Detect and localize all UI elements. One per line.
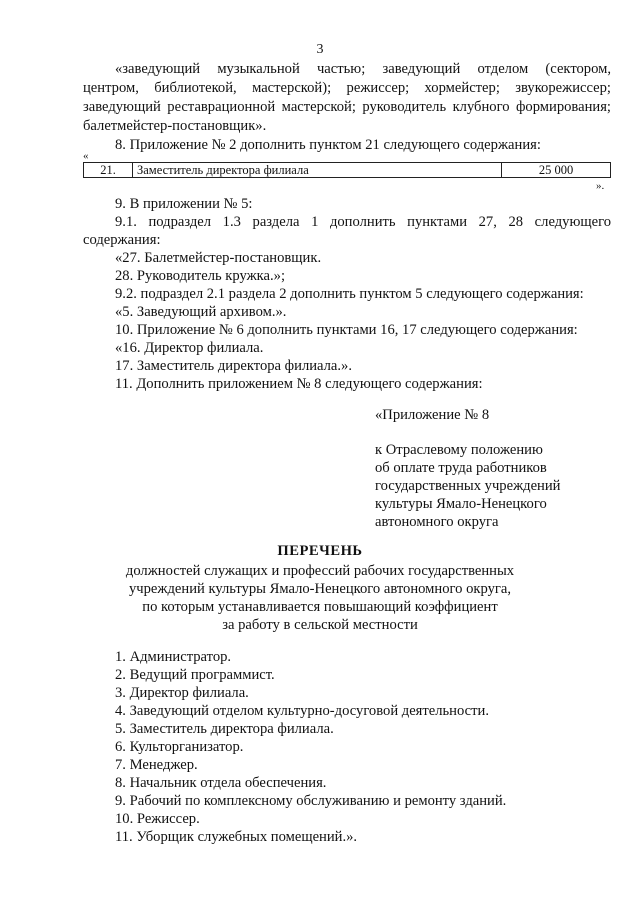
row-number: 21. [84, 163, 133, 178]
list-item: 5. Заместитель директора филиала. [115, 721, 334, 737]
item-17: 17. Заместитель директора филиала.». [115, 358, 352, 374]
list-item: 6. Культорганизатор. [115, 739, 244, 755]
item-11: 11. Дополнить приложением № 8 следующего содержания: [115, 376, 483, 392]
intro-line-1: «заведующий музыкальной частью; заведующий отделом (сектором, [115, 61, 611, 77]
list-item: 11. Уборщик служебных помещений.». [115, 829, 358, 845]
item-5: «5. Заведующий архивом.». [115, 304, 287, 320]
item-28: 28. Руководитель кружка.»; [115, 268, 286, 284]
row-value: 25 000 [502, 163, 611, 178]
list-subtitle-line-4: за работу в сельской местности [222, 617, 418, 633]
annex-ref-line-2: об оплате труда работников [375, 460, 547, 476]
list-item: 4. Заведующий отделом культурно-досуговой деятельности. [115, 703, 489, 719]
list-item: 2. Ведущий программист. [115, 667, 275, 683]
page-number: 3 [316, 42, 324, 57]
intro-line-4: балетмейстер-постановщик». [83, 118, 267, 134]
annex-ref-line-5: автономного округа [375, 514, 499, 530]
table-row [84, 163, 611, 178]
item-9-1-line-1: 9.1. подраздел 1.3 раздела 1 дополнить пунктами 27, 28 следующего [115, 214, 611, 230]
table-close-quote: ». [596, 180, 605, 192]
list-item: 10. Режиссер. [115, 811, 200, 827]
list-item: 7. Менеджер. [115, 757, 198, 773]
item-9-1-line-2: содержания: [83, 232, 161, 248]
annex-ref-line-4: культуры Ямало-Ненецкого [375, 496, 547, 512]
item-16: «16. Директор филиала. [115, 340, 264, 356]
list-item: 3. Директор филиала. [115, 685, 249, 701]
list-title: ПЕРЕЧЕНЬ [277, 543, 363, 559]
item-10: 10. Приложение № 6 дополнить пунктами 16, 17 следующего содержания: [115, 322, 578, 338]
annex-heading: «Приложение № 8 [375, 407, 490, 423]
item-8: 8. Приложение № 2 дополнить пунктом 21 следующего содержания: [115, 137, 541, 153]
intro-line-2: центром, библиотекой, мастерской); режиссер; хормейстер; звукорежиссер; [83, 80, 611, 96]
row-title: Заместитель директора филиала [133, 163, 502, 178]
list-item: 9. Рабочий по комплексному обслуживанию и ремонту зданий. [115, 793, 507, 809]
amendment-table [83, 162, 611, 178]
list-subtitle-line-2: учреждений культуры Ямало-Ненецкого автономного округа, [129, 581, 511, 597]
annex-ref-line-1: к Отраслевому положению [375, 442, 543, 458]
list-item: 1. Администратор. [115, 649, 232, 665]
list-item: 8. Начальник отдела обеспечения. [115, 775, 327, 791]
table-open-quote: « [83, 150, 89, 162]
item-27: «27. Балетмейстер-постановщик. [115, 250, 322, 266]
annex-ref-line-3: государственных учреждений [375, 478, 561, 494]
item-9-2: 9.2. подраздел 2.1 раздела 2 дополнить пунктом 5 следующего содержания: [115, 286, 584, 302]
item-9: 9. В приложении № 5: [115, 196, 253, 212]
list-subtitle-line-3: по которым устанавливается повышающий коэффициент [142, 599, 498, 615]
intro-line-3: заведующий реставрационной мастерской; руководитель клубного формирования; [83, 99, 611, 115]
list-subtitle-line-1: должностей служащих и профессий рабочих государственных [125, 563, 515, 579]
